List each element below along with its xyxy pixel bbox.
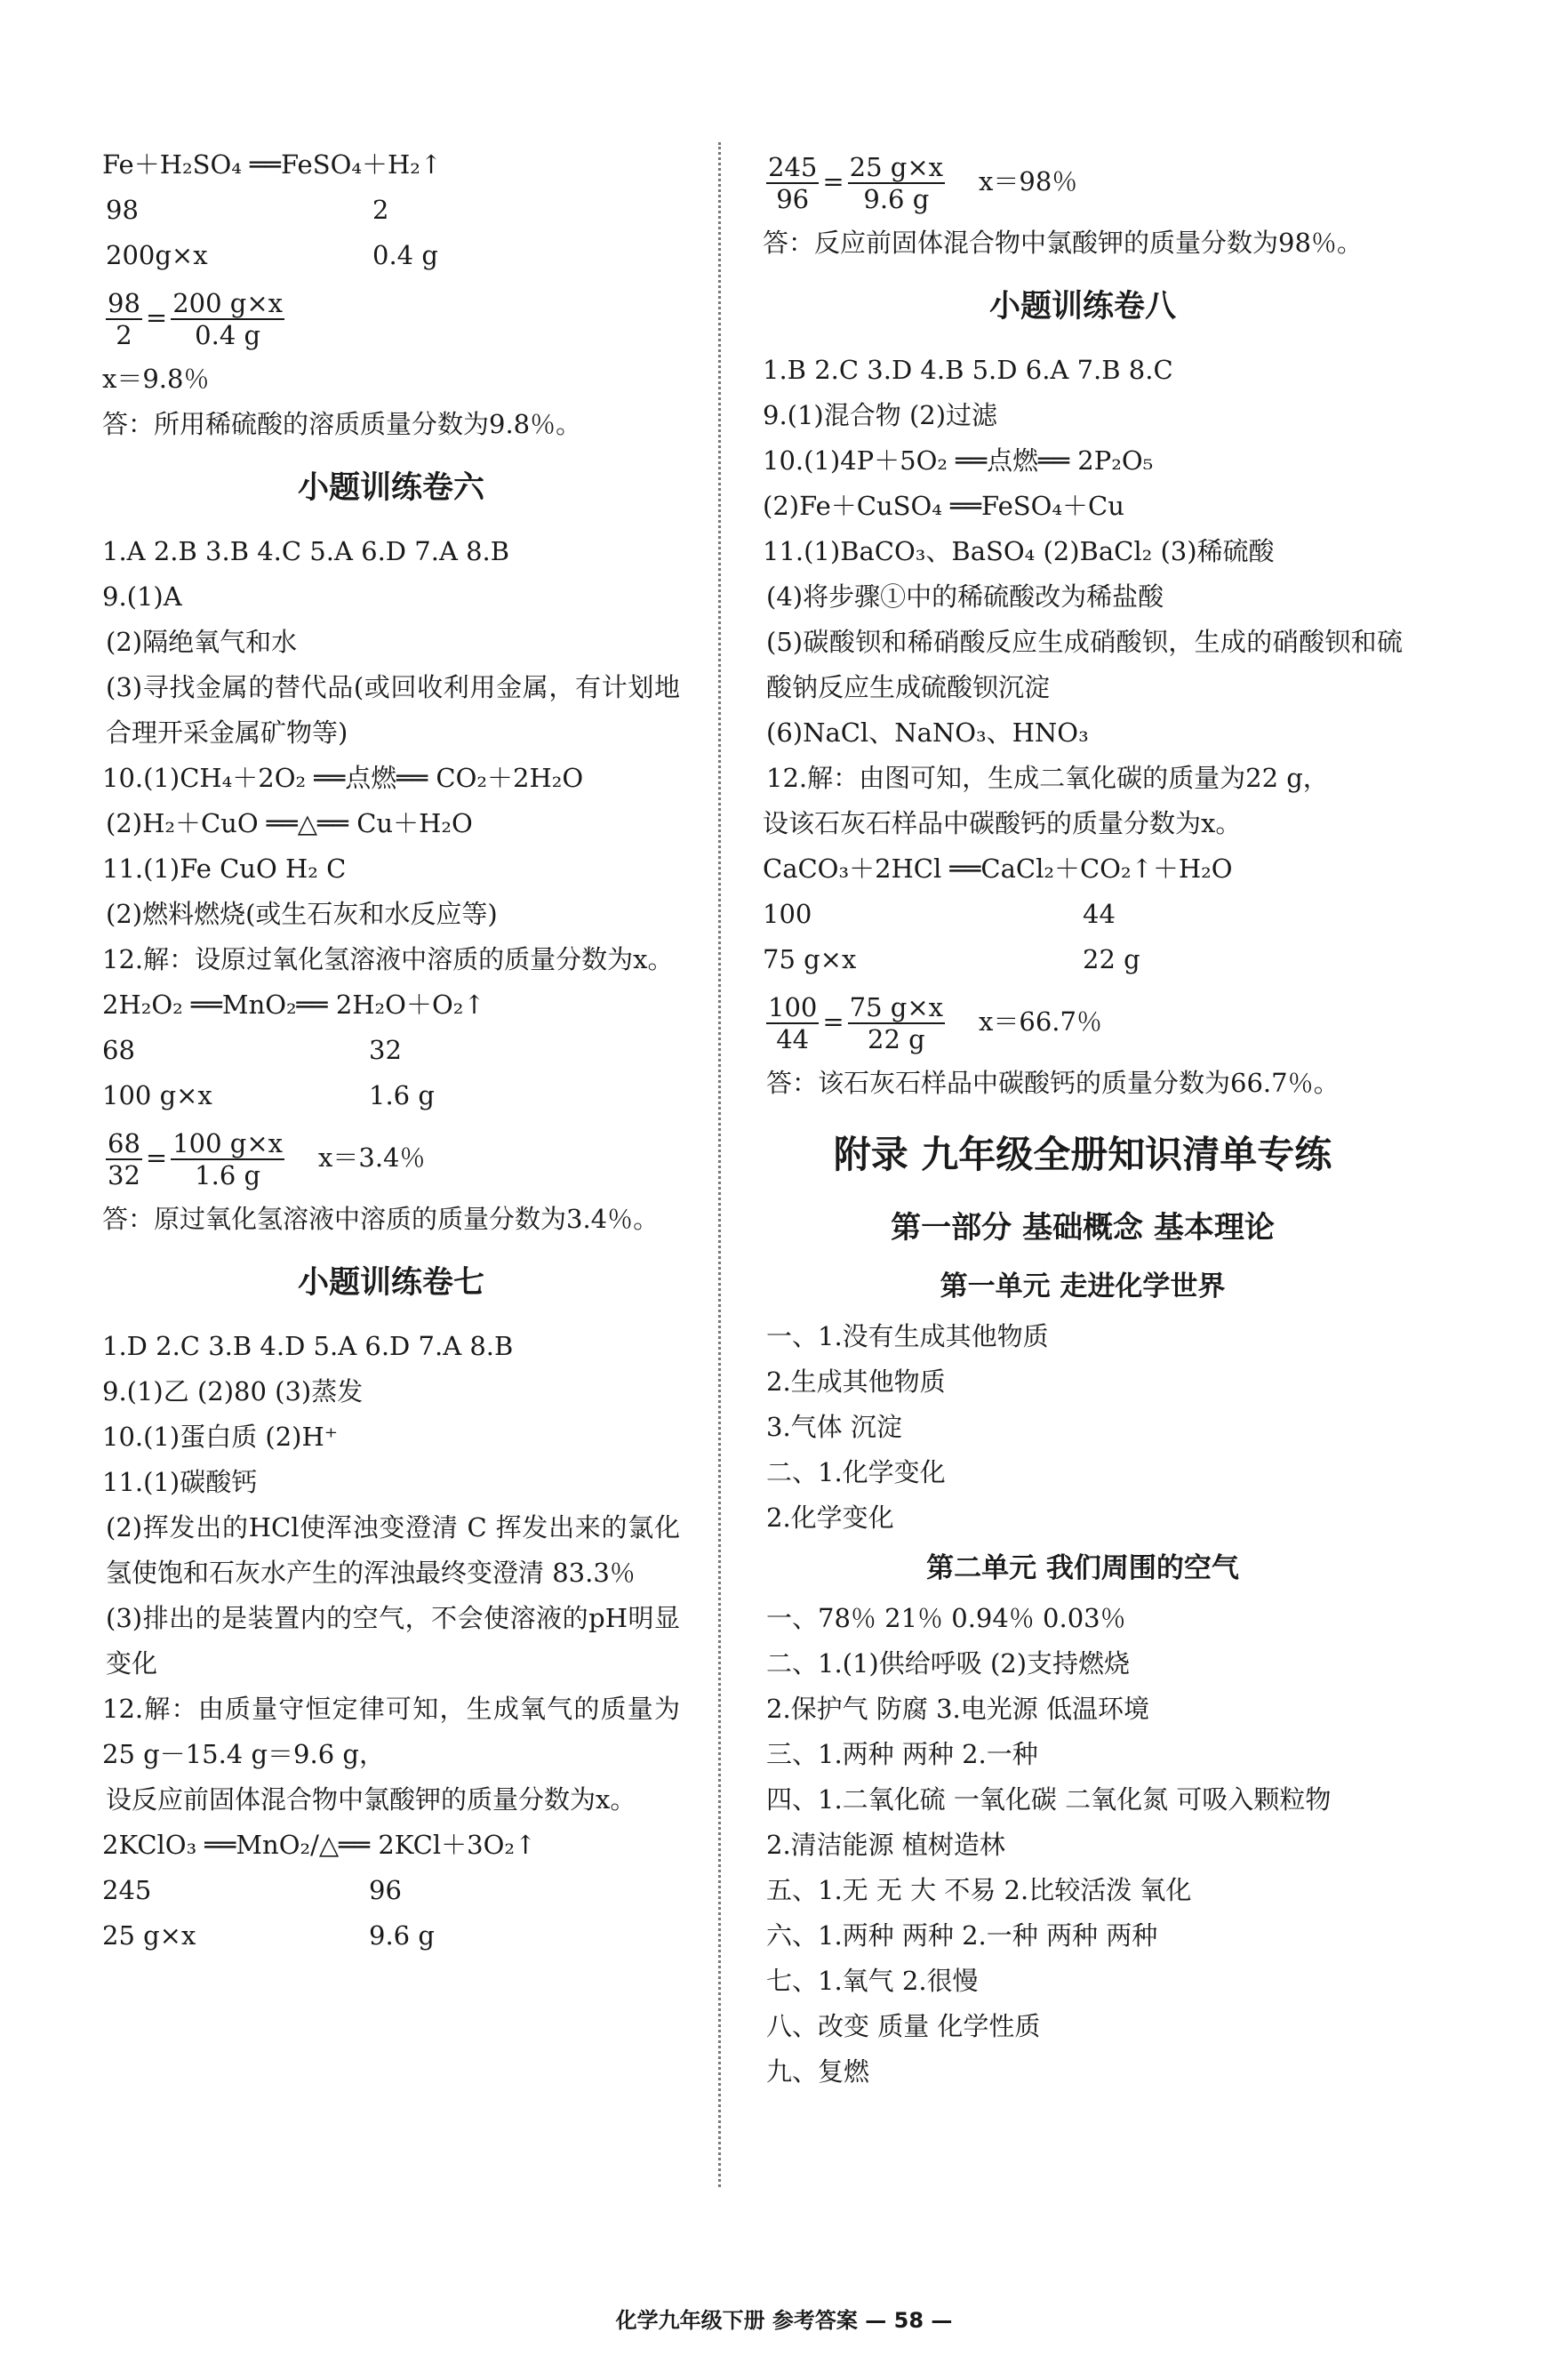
list-item: 四、1.二氧化硫 一氧化碳 二氧化氮 可吸入颗粒物 (766, 1784, 1332, 1815)
mass-ratio-line: 100 g×x 1.6 g (102, 1080, 435, 1110)
proportion-line: $\frac{98}{2}$ = $\frac{200 g\times x}{0.4 g}$ (108, 288, 284, 350)
answer-line: 10.(1)蛋白质 (2)H⁺ (102, 1422, 339, 1452)
list-item: 2.保护气 防腐 3.电光源 低温环境 (766, 1694, 1149, 1724)
answer-line: (3)寻找金属的替代品(或回收利用金属，有计划地合理开采金属矿物等) (106, 672, 680, 748)
mass-ratio-line: 100 44 (763, 899, 1116, 929)
answer-line: 11.(1)Fe CuO H₂ C (102, 853, 347, 884)
section-heading-7: 小题训练卷七 (297, 1265, 484, 1301)
list-item: 七、1.氧气 2.很慢 (766, 1966, 979, 1996)
proportion-line: $\frac{245}{96}$ = $\frac{25 g\times x}{9.6 g}$ x＝98％ (768, 152, 1078, 214)
fraction: $\frac{25 g\times x}{9.6 g}$ (849, 152, 944, 214)
result-line: x＝9.8％ (102, 364, 210, 394)
unit-heading-2: 第二单元 我们周围的空气 (926, 1552, 1239, 1584)
list-item: 2.生成其他物质 (766, 1366, 946, 1397)
answer-line: (5)碳酸钡和稀硝酸反应生成硝酸钡，生成的硝酸钡和硫酸钠反应生成硫酸钡沉淀 (766, 627, 1403, 702)
solution-line: 12.解：设原过氧化氢溶液中溶质的质量分数为x。 (102, 944, 674, 974)
equation-line: 2H₂O₂ ══MnO₂══ 2H₂O＋O₂↑ (102, 990, 485, 1020)
appendix-heading: 附录 九年级全册知识清单专练 (833, 1133, 1332, 1176)
section-heading-8: 小题训练卷八 (988, 289, 1176, 325)
proportion-line: $\frac{100}{44}$ = $\frac{75 g\times x}{22 g}$ x＝66.7％ (768, 992, 1102, 1054)
list-item: 2.化学变化 (766, 1503, 894, 1533)
column-divider (718, 142, 721, 2187)
list-item: 九、复燃 (766, 2056, 870, 2087)
equation-line: 10.(1)4P＋5O₂ ══点燃══ 2P₂O₅ (763, 445, 1154, 476)
answer-line: (2)隔绝氧气和水 (106, 627, 298, 657)
unit-heading-1: 第一单元 走进化学世界 (940, 1270, 1226, 1302)
choice-answers: 1.A 2.B 3.B 4.C 5.A 6.D 7.A 8.B (102, 536, 510, 566)
choice-answers: 1.D 2.C 3.B 4.D 5.A 6.D 7.A 8.B (102, 1331, 514, 1361)
page-footer: 化学九年级下册 参考答案 — 58 — (615, 2308, 953, 2333)
list-item: 一、1.没有生成其他物质 (766, 1321, 1049, 1351)
choice-answers: 1.B 2.C 3.D 4.B 5.D 6.A 7.B 8.C (763, 355, 1173, 385)
fraction: $\frac{68}{32}$ (108, 1128, 140, 1190)
fraction: $\frac{75 g\times x}{22 g}$ (849, 992, 944, 1054)
equation-line: (2)H₂＋CuO ══△══ Cu＋H₂O (106, 808, 473, 838)
equation-line: (2)Fe＋CuSO₄ ══FeSO₄＋Cu (763, 491, 1124, 521)
solution-line: 设反应前固体混合物中氯酸钾的质量分数为x。 (106, 1784, 636, 1815)
answer-line: 11.(1)BaCO₃、BaSO₄ (2)BaCl₂ (3)稀硫酸 (763, 536, 1275, 566)
fraction: $\frac{245}{96}$ (768, 152, 818, 214)
list-item: 六、1.两种 两种 2.一种 两种 两种 (766, 1920, 1158, 1951)
mass-ratio-line: 200g×x 0.4 g (106, 240, 438, 270)
right-column (763, 142, 1403, 2095)
fraction: $\frac{98}{2}$ (108, 288, 140, 350)
mass-ratio-line: 25 g×x 9.6 g (102, 1920, 435, 1951)
equation-line: 2KClO₃ ══MnO₂/△══ 2KCl＋3O₂↑ (102, 1830, 537, 1860)
list-item: 三、1.两种 两种 2.一种 (766, 1739, 1038, 1769)
answer-line: (3)排出的是装置内的空气，不会使溶液的pH明显变化 (106, 1603, 680, 1679)
answer-line: 答：所用稀硫酸的溶质质量分数为9.8％。 (102, 409, 582, 439)
part-heading: 第一部分 基础概念 基本理论 (891, 1210, 1275, 1246)
equation-line: 10.(1)CH₄＋2O₂ ══点燃══ CO₂＋2H₂O (102, 763, 584, 793)
answer-line: 11.(1)碳酸钙 (102, 1467, 258, 1497)
fraction: $\frac{100}{44}$ (768, 992, 818, 1054)
list-item: 2.清洁能源 植树造林 (766, 1830, 1005, 1860)
fraction: $\frac{200 g\times x}{0.4 g}$ (172, 288, 284, 350)
list-item: 八、改变 质量 化学性质 (766, 2011, 1041, 2041)
list-item: 二、1.化学变化 (766, 1457, 946, 1487)
answer-line: (6)NaCl、NaNO₃、HNO₃ (766, 717, 1089, 748)
answer-line: (2)燃料燃烧(或生石灰和水反应等) (106, 899, 498, 929)
proportion-line: $\frac{68}{32}$ = $\frac{100 g\times x}{1.6 g}$ x＝3.4％ (108, 1128, 426, 1190)
equation-line: Fe＋H₂SO₄ ══FeSO₄＋H₂↑ (102, 149, 443, 180)
solution-line: 12.解：由质量守恒定律可知，生成氧气的质量为25 g－15.4 g＝9.6 g， (102, 1694, 680, 1769)
mass-ratio-line: 98 2 (106, 195, 389, 225)
fraction: $\frac{100 g\times x}{1.6 g}$ (172, 1128, 284, 1190)
solution-line: 设该石灰石样品中碳酸钙的质量分数为x。 (763, 808, 1242, 838)
answer-line: (2)挥发出的HCl使浑浊变澄清 C 挥发出来的氯化氢使饱和石灰水产生的浑浊最终变澄清 83.3％ (106, 1512, 680, 1588)
list-item: 五、1.无 无 大 不易 2.比较活泼 氧化 (766, 1875, 1192, 1905)
answer-line: 答：原过氧化氢溶液中溶质的质量分数为3.4％。 (102, 1204, 660, 1234)
equation-line: CaCO₃＋2HCl ══CaCl₂＋CO₂↑＋H₂O (763, 853, 1233, 884)
answer-line: 答：该石灰石样品中碳酸钙的质量分数为66.7％。 (766, 1068, 1340, 1098)
answer-line: (4)将步骤①中的稀硫酸改为稀盐酸 (766, 581, 1164, 612)
mass-ratio-line: 68 32 (102, 1035, 402, 1065)
section-heading-6: 小题训练卷六 (297, 470, 484, 506)
solution-line: 12.解：由图可知，生成二氧化碳的质量为22 g， (766, 763, 1329, 793)
list-item: 一、78％ 21％ 0.94％ 0.03％ (766, 1603, 1126, 1633)
answer-line: 9.(1)A (102, 581, 182, 612)
mass-ratio-line: 245 96 (102, 1875, 402, 1905)
left-column (102, 142, 680, 1959)
answer-line: 答：反应前固体混合物中氯酸钾的质量分数为98％。 (763, 228, 1363, 258)
list-item: 3.气体 沉淀 (766, 1412, 902, 1442)
mass-ratio-line: 75 g×x 22 g (763, 944, 1140, 974)
answer-line: 9.(1)乙 (2)80 (3)蒸发 (102, 1376, 364, 1406)
list-item: 二、1.(1)供给呼吸 (2)支持燃烧 (766, 1648, 1131, 1679)
answer-line: 9.(1)混合物 (2)过滤 (763, 400, 998, 430)
